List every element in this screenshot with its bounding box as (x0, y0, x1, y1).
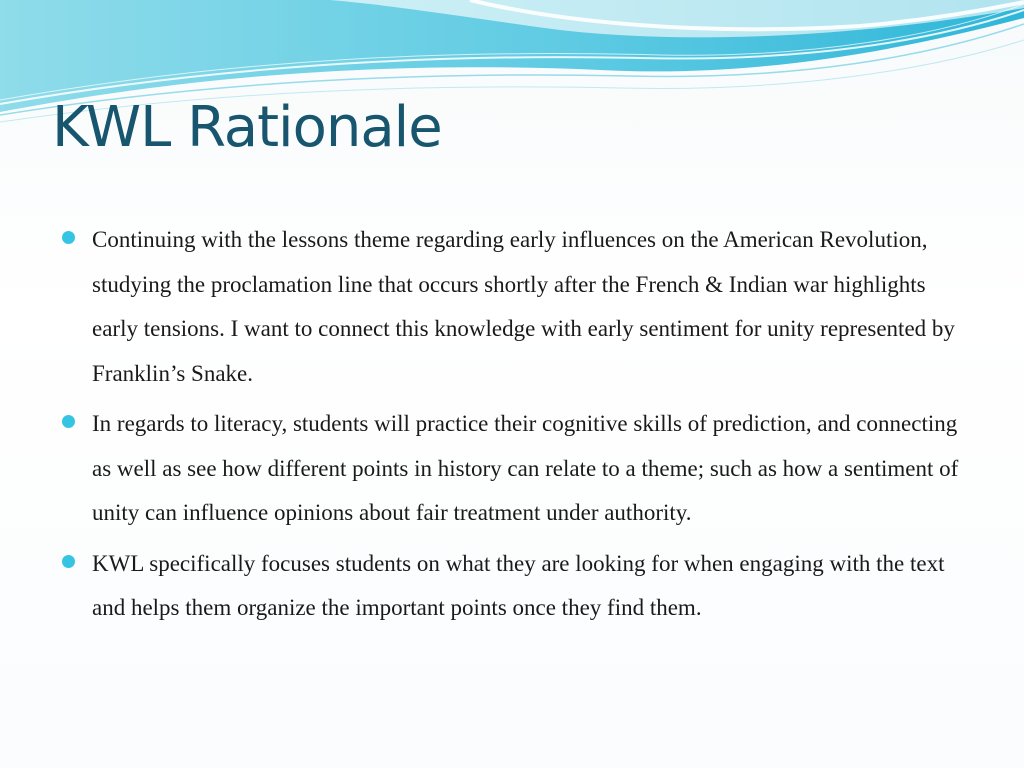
bullet-dot-icon (62, 555, 75, 568)
bullet-text: KWL specifically focuses students on what they are looking for when engaging with the text and helps them organize the important points once they find them. (92, 550, 945, 620)
bullet-text: Continuing with the lessons theme regarding early influences on the American Revolution, studying the proclamation line that occurs shortly after the French & Indian war highlights early tensions. I want to connect this knowledge with early sentiment for unity represented by Franklin’s Snake. (92, 227, 955, 386)
bullet-text: In regards to literacy, students will practice their cognitive skills of prediction, and connecting as well as see how different points in history can relate to a theme; such as how a sentiment of unity can influence opinions about fair treatment under authority. (92, 411, 959, 525)
list-item (62, 402, 977, 536)
bullet-dot-icon (62, 231, 75, 244)
bullet-dot-icon (62, 415, 75, 428)
slide-title: KWL Rationale (52, 95, 442, 160)
list-item (62, 542, 977, 631)
bullet-list (62, 218, 977, 637)
list-item (62, 218, 977, 396)
